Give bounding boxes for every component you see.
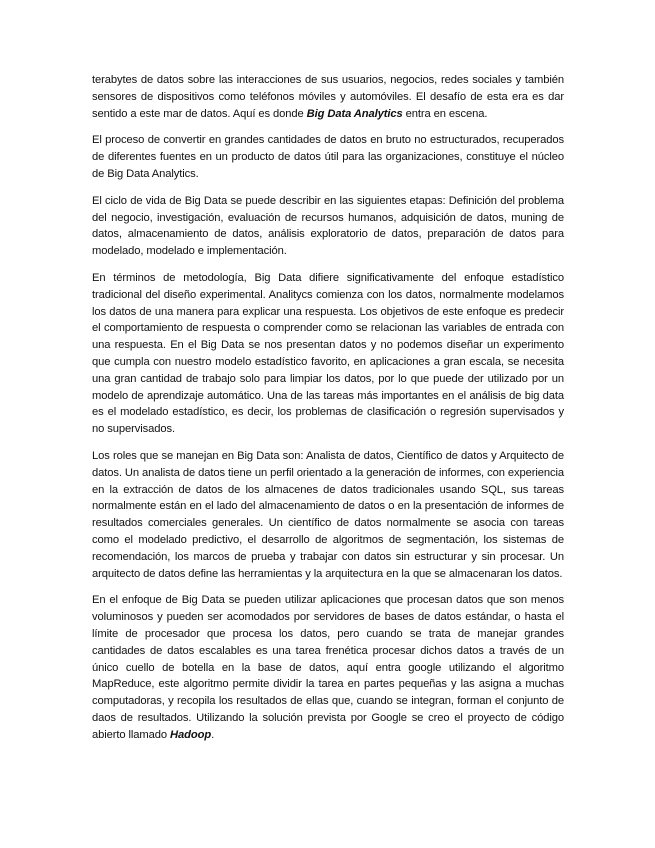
document-page: [92, 72, 564, 753]
emphasis-hadoop: Hadoop: [170, 728, 212, 741]
paragraph-hadoop: [92, 592, 564, 743]
paragraph-methodology: En términos de metodología, Big Data difiere significativamente del enfoque estadístico tradicional del diseño experimental. Analitycs comienza con los datos, normalmente modelamos los datos de una manera para explicar una respuesta. Los objetivos de este enfoque es predecir el comportamiento de respuesta o comprender como se relacionan las variables de entrada con una respuesta. En el Big Data se nos presentan datos y no podemos diseñar un experimento que cumpla con nuestro modelo estadístico favorito, en aplicaciones a gran escala, se necesita una gran cantidad de trabajo solo para limpiar los datos, por lo que puede der utilizado por un modelo de aprendizaje automático. Una de las tareas más importantes en el análisis de big data es el modelado estadístico, es decir, los problemas de clasificación o regresión supervisados y no supervisados.: [92, 271, 564, 436]
emphasis-big-data-analytics: Big Data Analytics: [306, 107, 403, 120]
paragraph-process: El proceso de convertir en grandes cantidades de datos en bruto no estructurados, recuperados de diferentes fuentes en un producto de datos útil para las organizaciones, constituye el núcleo de Big Data Analytics.: [92, 134, 564, 180]
paragraph-roles: Los roles que se manejan en Big Data son: Analista de datos, Científico de datos y Arquitecto de datos. Un analista de datos tiene un perfil orientado a la generación de informes, con experiencia en la extracción de datos de los almacenes de datos tradicionales usando SQL, sus tareas normalmente están en el lado del almacenamiento de datos o en la presentación de informes de resultados comerciales generales. Un científico de datos normalmente se asocia con tareas como el modelado predictivo, el desarrollo de algoritmos de segmentación, los sistemas de recomendación, los marcos de prueba y trabajar con datos sin estructurar y sin procesar. Un arquitecto de datos define las herramientas y la arquitectura en la que se almacenaran los datos.: [92, 449, 564, 580]
paragraph-text: entra en escena.: [402, 107, 488, 120]
paragraph-text: .: [211, 728, 215, 741]
paragraph-life-cycle: El ciclo de vida de Big Data se puede describir en las siguientes etapas: Definición del problema del negocio, investigación, evaluación de recursos humanos, adquisición de datos, muning de datos, almacenamiento de datos, análisis exploratorio de datos, preparación de datos para modelado, modelado e implementación.: [92, 194, 564, 258]
paragraph-big-data-analytics-intro: [92, 72, 564, 122]
paragraph-text: terabytes de datos sobre las interacciones de sus usuarios, negocios, redes sociales y también sensores de dispositivos como teléfonos móviles y automóviles. El desafío de esta era es dar sentido a este mar de datos. Aquí es donde: [92, 74, 564, 120]
paragraph-text: En el enfoque de Big Data se pueden utilizar aplicaciones que procesan datos que son menos voluminosos y pueden ser acomodados por servidores de bases de datos estándar, o hasta el límite de procesador que procesa los datos, pero cuando se trata de manejar grandes cantidades de datos escalables es una tarea frenética procesar dichos datos a través de un único cuello de botella en la base de datos, aquí entra google utilizando el algoritmo MapReduce, este algoritmo permite dividir la tarea en partes pequeñas y las asigna a muchas computadoras, y recopila los resultados de ellas que, cuando se integran, forman el conjunto de daos de resultados. Utilizando la solución prevista por Google se creo el proyecto de código abierto llamado: [92, 594, 564, 741]
